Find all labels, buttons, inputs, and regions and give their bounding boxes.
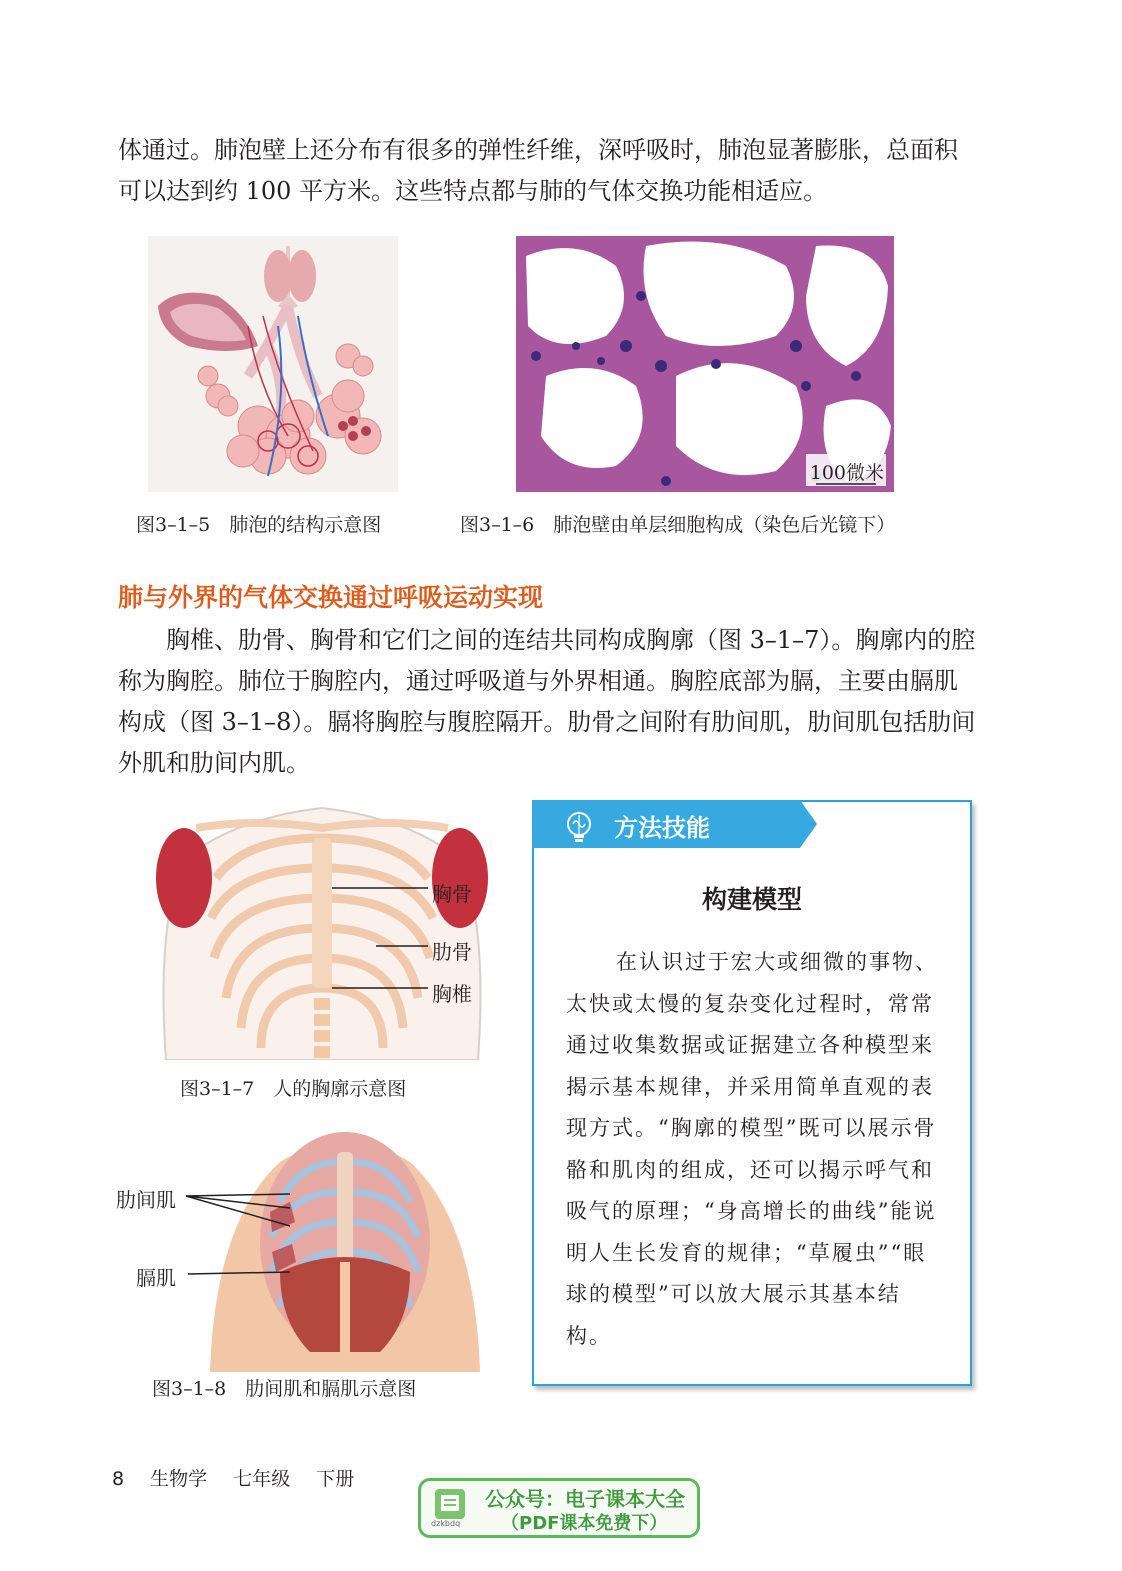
footer-subject: 生物学 — [150, 1468, 208, 1490]
page-footer — [112, 1464, 374, 1491]
page-number: 8 — [112, 1468, 125, 1490]
watermark-line-1: 公众号：电子课本大全 — [485, 1487, 685, 1511]
footer-grade: 七年级 — [233, 1468, 291, 1490]
skill-banner-title: 方法技能 — [614, 814, 710, 842]
intro-paragraph: 体通过。肺泡壁上还分布有很多的弹性纤维，深呼吸时，肺泡显著膨胀，总面积可以达到约 100 平方米。这些特点都与肺的气体交换功能相适应。 — [118, 136, 958, 205]
figure-caption-3-1-7: 图3–1–7 人的胸廓示意图 — [180, 1078, 407, 1100]
figure-caption-3-1-5: 图3–1–5 肺泡的结构示意图 — [136, 514, 382, 536]
skill-body: 在认识过于宏大或细微的事物、太快或太慢的复杂变化过程时，常常通过收集数据或证据建立各种模型来揭示基本规律，并采用简单直观的表现方式。“胸廓的模型”既可以展示骨骼和肌肉的组成，还可以揭示呼气和吸气的原理；“身高增长的曲线”能说明人生长发育的规律；“草履虫”“眼球的模型”可以放大展示其基本结构。 — [566, 950, 938, 1348]
textbook-logo-icon: dzkbdq — [431, 1487, 473, 1529]
label-sternum: 胸骨 — [432, 882, 472, 906]
figure-caption-3-1-6: 图3–1–6 肺泡壁由单层细胞构成（染色后光镜下） — [460, 514, 896, 536]
alveolar-wall-micrograph — [516, 236, 894, 492]
watermark-line-2: （PDF课本免费下） — [501, 1513, 668, 1534]
method-skill-box — [532, 800, 972, 1386]
watermark-badge — [418, 1478, 700, 1538]
label-intercostal-muscle: 肋间肌 — [116, 1188, 176, 1212]
thorax-illustration — [136, 798, 508, 1060]
brain-bulb-icon — [562, 810, 596, 844]
label-diaphragm: 膈肌 — [136, 1266, 176, 1290]
footer-volume: 下册 — [316, 1468, 355, 1490]
fig8-leader-lines — [180, 1180, 310, 1290]
label-thoracic-spine: 胸椎 — [432, 982, 472, 1006]
section-paragraph: 胸椎、肋骨、胸骨和它们之间的连结共同构成胸廓（图 3–1–7）。胸廓内的腔称为胸腔。肺位于胸腔内，通过呼吸道与外界相通。胸腔底部为膈，主要由膈肌构成（图 3–1–8）。膈将胸腔与腹腔隔开。肋骨之间附有肋间肌，肋间肌包括肋间外肌和肋间内肌。 — [118, 626, 976, 777]
label-rib: 肋骨 — [432, 940, 472, 964]
figure-caption-3-1-8: 图3–1–8 肋间肌和膈肌示意图 — [152, 1378, 417, 1400]
alveoli-structure-illustration — [148, 236, 398, 492]
skill-subtitle: 构建模型 — [701, 885, 802, 914]
section-heading: 肺与外界的气体交换通过呼吸运动实现 — [118, 583, 544, 612]
scale-bar-label: 100微米 — [809, 462, 884, 484]
